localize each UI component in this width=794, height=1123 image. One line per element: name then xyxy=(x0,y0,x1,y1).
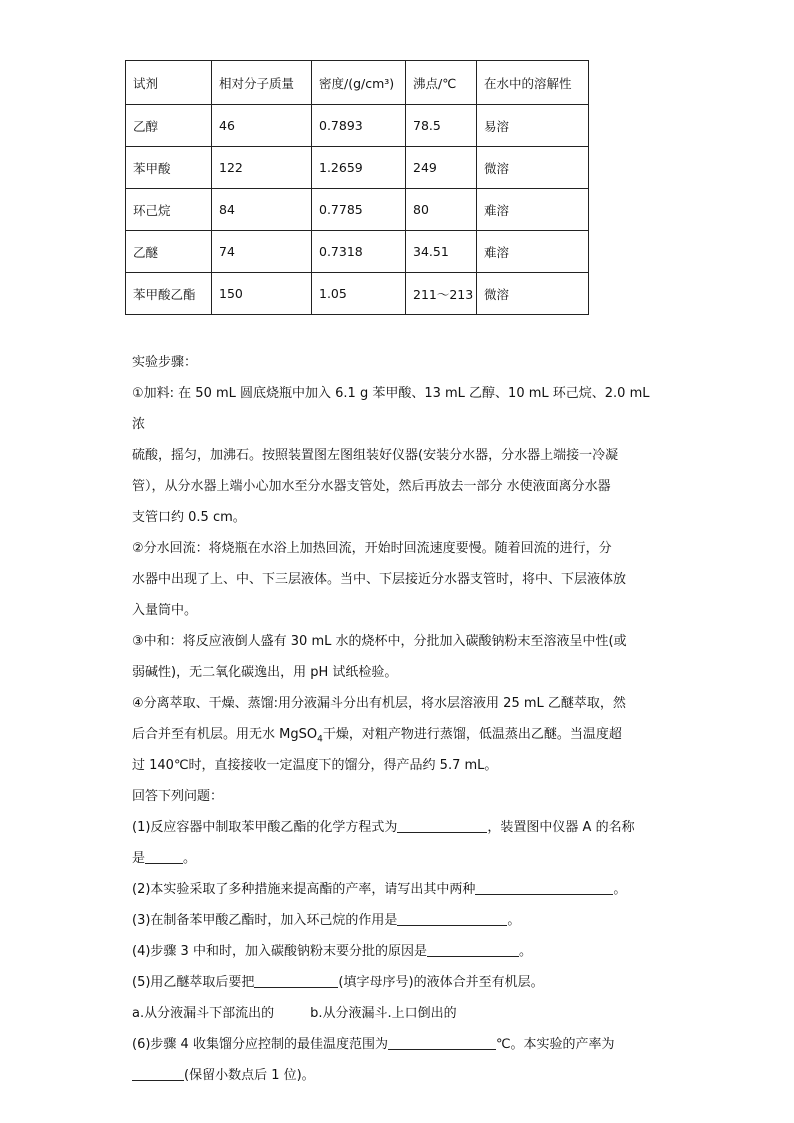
table-cell: 1.05 xyxy=(312,273,406,315)
step-1-line: 管），从分水器上端小心加水至分水器支管处，然后再放去一部分 水使液面离分水器 xyxy=(132,479,611,494)
question-5-options xyxy=(132,998,662,1029)
step-3-line: 弱碱性)，无二氧化碳逸出，用 pH 试纸检验。 xyxy=(132,665,398,680)
step-2-line: ②分水回流：将烧瓶在水浴上加热回流，开始时回流速度要慢。随着回流的进行，分 xyxy=(132,541,612,556)
table-cell: 0.7318 xyxy=(312,231,406,273)
table-header-row xyxy=(126,61,589,105)
step-1-line: ①加料: 在 50 mL 圆底烧瓶中加入 6.1 g 苯甲酸、13 mL 乙醇、10 mL 环己烷、2.0 mL 浓 xyxy=(132,386,650,432)
table-cell: 211～213 xyxy=(406,273,477,315)
question-6-cont xyxy=(132,1060,662,1091)
table-row xyxy=(126,273,589,315)
table-cell: 难溶 xyxy=(477,189,589,231)
answer-blank[interactable] xyxy=(427,941,519,957)
question-text: 。 xyxy=(518,944,532,959)
step-1-line: 支管口约 0.5 cm。 xyxy=(132,510,246,525)
table-row xyxy=(126,105,589,147)
reagent-properties-table xyxy=(125,60,589,315)
questions-heading: 回答下列问题： xyxy=(132,789,224,804)
step-4-text: 后合并至有机层。用无水 xyxy=(132,727,280,742)
answer-blank[interactable] xyxy=(397,910,507,926)
question-text: 。 xyxy=(613,882,627,897)
chemical-formula: MgSO xyxy=(279,727,318,742)
table-cell: 环己烷 xyxy=(126,189,212,231)
question-5 xyxy=(132,967,662,998)
table-cell: 乙醇 xyxy=(126,105,212,147)
table-cell: 122 xyxy=(212,147,312,189)
table-row xyxy=(126,189,589,231)
question-text: ，装置图中仪器 A 的名称 xyxy=(487,820,635,835)
table-cell: 微溶 xyxy=(477,273,589,315)
table-cell: 苯甲酸乙酯 xyxy=(126,273,212,315)
step-4-text: 干燥，对粗产物进行蒸馏，低温蒸出乙醚。当温度超 xyxy=(322,727,622,742)
question-6 xyxy=(132,1029,662,1060)
question-1 xyxy=(132,812,662,843)
answer-blank[interactable] xyxy=(388,1034,496,1050)
table-cell: 0.7785 xyxy=(312,189,406,231)
answer-blank[interactable] xyxy=(132,1065,184,1081)
option-a: a.从分液漏斗下部流出的 xyxy=(132,1006,275,1021)
table-cell: 乙醚 xyxy=(126,231,212,273)
question-2 xyxy=(132,874,662,905)
option-b: b.从分液漏斗.上口倒出的 xyxy=(310,1006,457,1021)
table-cell: 34.51 xyxy=(406,231,477,273)
table-cell: 易溶 xyxy=(477,105,589,147)
steps-heading: 实验步骤： xyxy=(132,355,198,370)
question-text: 。 xyxy=(183,851,197,866)
table-cell: 46 xyxy=(212,105,312,147)
table-header-cell: 试剂 xyxy=(126,61,212,105)
table-cell: 249 xyxy=(406,147,477,189)
step-2-line: 水器中出现了上、中、下三层液体。当中、下层接近分水器支管时，将中、下层液体放 xyxy=(132,572,627,587)
answer-blank[interactable] xyxy=(475,879,613,895)
question-text: (2)本实验采取了多种措施来提高酯的产率，请写出其中两种 xyxy=(132,882,476,897)
table-header-cell: 沸点/℃ xyxy=(406,61,477,105)
step-1-line: 硫酸，摇匀，加沸石。按照装置图左图组装好仪器(安装分水器，分水器上端接一冷凝 xyxy=(132,448,619,463)
formula-subscript: 4 xyxy=(317,734,323,745)
step-4-line: 过 140℃时，直接接收一定温度下的馏分，得产品约 5.7 mL。 xyxy=(132,758,498,773)
question-text: (3)在制备苯甲酸乙酯时，加入环己烷的作用是 xyxy=(132,913,398,928)
question-text: (保留小数点后 1 位)。 xyxy=(184,1068,315,1083)
step-3-line: ③中和：将反应液倒人盛有 30 mL 水的烧杯中，分批加入碳酸钠粉末至溶液呈中性(或 xyxy=(132,634,627,649)
table-cell: 苯甲酸 xyxy=(126,147,212,189)
table-header-cell: 在水中的溶解性 xyxy=(477,61,589,105)
question-3 xyxy=(132,905,662,936)
table-cell: 难溶 xyxy=(477,231,589,273)
step-2-line: 入量筒中。 xyxy=(132,603,198,618)
table-header-cell: 密度/(g/cm³) xyxy=(312,61,406,105)
table-cell: 1.2659 xyxy=(312,147,406,189)
question-text: (5)用乙醚萃取后要把 xyxy=(132,975,255,990)
table-cell: 80 xyxy=(406,189,477,231)
table-header-cell: 相对分子质量 xyxy=(212,61,312,105)
answer-blank[interactable] xyxy=(397,817,487,833)
question-text: (4)步骤 3 中和时，加入碳酸钠粉末要分批的原因是 xyxy=(132,944,427,959)
question-text: ℃。本实验的产率为 xyxy=(495,1037,615,1052)
question-text: 。 xyxy=(507,913,521,928)
answer-blank[interactable] xyxy=(254,972,338,988)
answer-blank[interactable] xyxy=(145,848,183,864)
step-4-line xyxy=(132,719,662,750)
step-4-line: ④分离萃取、干燥、蒸馏:用分液漏斗分出有机层，将水层溶液用 25 mL 乙醚萃取，然 xyxy=(132,696,626,711)
table-cell: 74 xyxy=(212,231,312,273)
table-cell: 150 xyxy=(212,273,312,315)
table-cell: 78.5 xyxy=(406,105,477,147)
table-cell: 84 xyxy=(212,189,312,231)
table-cell: 微溶 xyxy=(477,147,589,189)
table-row xyxy=(126,147,589,189)
question-4 xyxy=(132,936,662,967)
question-text: (1)反应容器中制取苯甲酸乙酯的化学方程式为 xyxy=(132,820,398,835)
question-1-cont xyxy=(132,843,662,874)
table-cell: 0.7893 xyxy=(312,105,406,147)
question-text: (6)步骤 4 收集馏分应控制的最佳温度范围为 xyxy=(132,1037,388,1052)
question-text: 是 xyxy=(132,851,146,866)
question-text: (填字母序号)的液体合并至有机层。 xyxy=(338,975,544,990)
question-body xyxy=(132,347,662,1091)
table-row xyxy=(126,231,589,273)
